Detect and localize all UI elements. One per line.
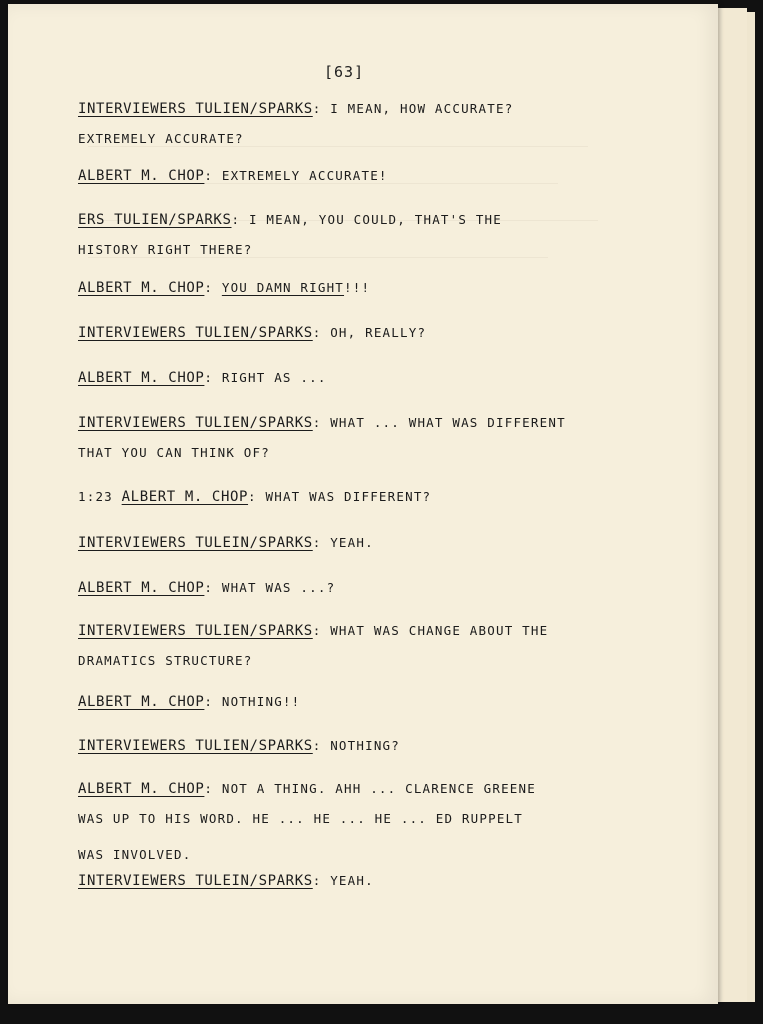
transcript-entry — [78, 212, 598, 264]
transcript-entry — [78, 781, 598, 869]
transcript-entry — [78, 325, 598, 341]
speaker-label: ALBERT M. CHOP — [78, 280, 205, 296]
entry-text: : RIGHT AS ... — [204, 370, 327, 385]
speaker-label: INTERVIEWERS TULIEN/SPARKS — [78, 325, 313, 341]
entry-text: : NOT A THING. AHH ... CLARENCE GREENE — [204, 781, 536, 796]
entry-text: : EXTREMELY ACCURATE! — [204, 168, 388, 183]
entry-text: : WHAT ... WHAT WAS DIFFERENT — [312, 415, 566, 430]
emphasized-text: YOU DAMN RIGHT — [221, 280, 345, 295]
entry-text: : YEAH. — [312, 535, 374, 550]
page-number: [63] — [324, 63, 365, 81]
entry-text: : NOTHING!! — [204, 694, 301, 709]
speaker-label: INTERVIEWERS TULIEN/SPARKS — [78, 101, 313, 117]
entry-text: : — [204, 280, 222, 295]
speaker-label: ALBERT M. CHOP — [78, 370, 205, 386]
transcript-entry — [78, 535, 598, 551]
entry-text: : I MEAN, YOU COULD, THAT'S THE — [231, 212, 502, 227]
speaker-label: INTERVIEWERS TULEIN/SPARKS — [78, 535, 313, 551]
speaker-label: ALBERT M. CHOP — [78, 781, 205, 797]
entry-text: : WHAT WAS ...? — [204, 580, 336, 595]
transcript-entry — [78, 738, 598, 754]
document-page — [8, 4, 718, 1004]
entry-text: : WHAT WAS CHANGE ABOUT THE — [312, 623, 549, 638]
entry-text-continued: WAS UP TO HIS WORD. HE ... HE ... HE ... ED RUPPELT — [78, 811, 524, 826]
speaker-label: INTERVIEWERS TULIEN/SPARKS — [78, 415, 313, 431]
entry-text-continued: THAT YOU CAN THINK OF? — [78, 445, 270, 460]
page-edge-2 — [716, 8, 747, 1002]
transcript-entry — [78, 873, 598, 889]
entry-text-continued: DRAMATICS STRUCTURE? — [78, 653, 253, 668]
entry-text-continued: WAS INVOLVED. — [78, 847, 192, 862]
transcript-entry — [78, 370, 598, 386]
speaker-label: ALBERT M. CHOP — [78, 694, 205, 710]
speaker-label: ALBERT M. CHOP — [121, 489, 249, 505]
speaker-label: ALBERT M. CHOP — [78, 580, 205, 596]
entry-text: : OH, REALLY? — [312, 325, 427, 340]
speaker-label: INTERVIEWERS TULIEN/SPARKS — [78, 738, 313, 754]
transcript-entry — [78, 623, 598, 675]
speaker-label: INTERVIEWERS TULIEN/SPARKS — [78, 623, 313, 639]
transcript-entry — [78, 415, 598, 467]
speaker-label: INTERVIEWERS TULEIN/SPARKS — [78, 873, 313, 889]
transcript-entry — [78, 101, 598, 153]
speaker-label: ERS TULIEN/SPARKS — [78, 212, 232, 228]
timestamp: 1:23 — [78, 489, 113, 504]
transcript-entry — [78, 580, 598, 596]
entry-text: : I MEAN, HOW ACCURATE? — [312, 101, 514, 116]
entry-text: : WHAT WAS DIFFERENT? — [248, 489, 432, 504]
entry-text-tail: !!! — [344, 280, 371, 295]
entry-text-continued: HISTORY RIGHT THERE? — [78, 242, 253, 257]
transcript-entry — [78, 694, 598, 710]
transcript-entry — [78, 280, 598, 296]
speaker-label: ALBERT M. CHOP — [78, 168, 205, 184]
entry-text: : YEAH. — [312, 873, 374, 888]
transcript-entry — [78, 489, 598, 505]
entry-text: : NOTHING? — [312, 738, 401, 753]
transcript-entry — [78, 168, 598, 184]
entry-text-continued: EXTREMELY ACCURATE? — [78, 131, 244, 146]
